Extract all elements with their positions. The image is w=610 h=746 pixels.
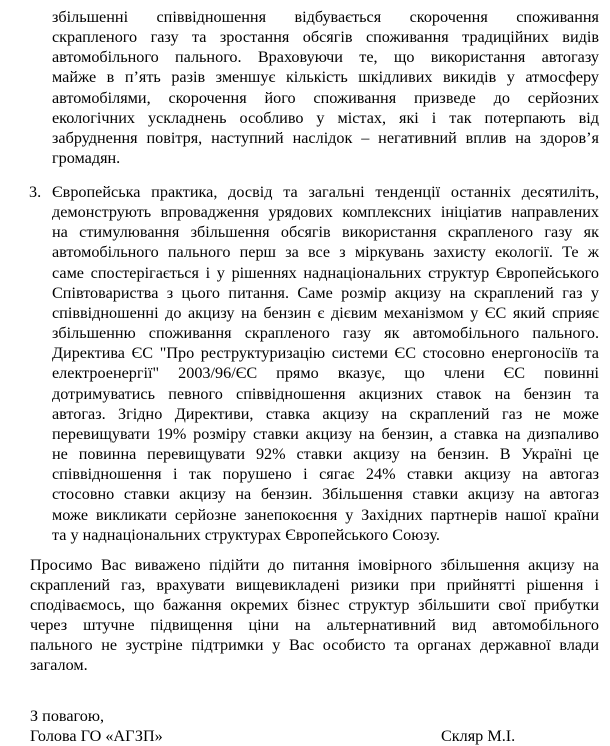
- text-line: збільшенні співвідношення відбувається скорочення споживання: [52, 8, 599, 26]
- text-line: автогаз. Згідно Директиви, ставка акцизу на скраплений газ не може: [52, 405, 599, 423]
- text-line: пального не зустріне підтримки у Вас особисто та органах державної влади: [30, 636, 599, 654]
- text-line: співвідношенні до акцизу на бензин є дієвим механізмом у ЄС який сприяє: [52, 304, 599, 322]
- text-line: Європейська практика, досвід та загальні тенденції останніх десятиліть,: [52, 183, 599, 201]
- text-line: стосовно ставки акцизу на бензин. Збільшення ставки акцизу на автогаз: [52, 485, 599, 503]
- text-line: майже в п’ять разів зменшує кількість шкідливих викидів у атмосферу: [52, 68, 599, 86]
- text-line: громадян.: [52, 149, 121, 167]
- text-line: автомобілями, скорочення його споживання призведе до серйозних: [52, 89, 599, 107]
- signature-name: Скляр М.І.: [441, 727, 516, 745]
- text-line: скрапленого газу та зростання обсягів споживання традиційних видів: [52, 28, 599, 46]
- text-line: співвідношення і так порушено і сягає 24% ставки акцизу на автогаз: [52, 465, 599, 483]
- signature-closing: З повагою,: [30, 707, 104, 725]
- text-line: сподіваємось, що бажання окремих бізнес структур збільшити свої прибутки: [30, 596, 599, 614]
- text-line: збільшенню споживання скрапленого газу як автомобільного пального.: [52, 324, 599, 342]
- text-line: на стимулювання збільшення обсягів використання скрапленого газу як: [52, 223, 599, 241]
- text-line: скраплений газ, врахувати вищевикладені ризики при прийнятті рішення і: [30, 576, 599, 594]
- text-line: автомобільного пального. Враховуючи те, що використання автогазу: [52, 48, 599, 66]
- text-line: Співтовариства з цього питання. Саме розмір акцизу на скраплений газ у: [52, 284, 599, 302]
- text-line: перевищувати 19% розміру ставки акцизу на бензин, а ставка на дизпаливо: [52, 425, 599, 443]
- list-marker: 3.: [29, 183, 42, 201]
- text-line: демонструють впровадження урядових комплексних ініціатив направлених: [52, 203, 599, 221]
- text-line: електроенергії" 2003/96/ЄС прямо вказує, що члени ЄС повинні: [52, 364, 599, 382]
- text-line: не повинна перевищувати 92% ставки акцизу на бензин. В Україні це: [52, 445, 599, 463]
- text-line: та у наднаціональних структурах Європейського Союзу.: [52, 526, 440, 544]
- text-line: автомобільного пального перш за все з міркувань захисту екології. Те ж: [52, 243, 599, 261]
- text-line: екологічних ускладнень особливо у містах, які і так потерпають від: [52, 109, 599, 127]
- text-line: саме спостерігається і у рішеннях наднаціональних структур Європейського: [52, 264, 599, 282]
- text-line: може викликати серйозне занепокоєння у Західних партнерів нашої країни: [52, 506, 599, 524]
- text-line: Просимо Вас виважено підійти до питання імовірного збільшення акцизу на: [30, 556, 599, 574]
- text-line: через штучне підвищення ціни на альтернативний вид автомобільного: [30, 616, 599, 634]
- text-line: Директива ЄС "Про реструктуризацію системи ЄС стосовно енергоносіїв та: [52, 344, 599, 362]
- text-line: загалом.: [30, 656, 88, 674]
- text-line: дотримуватись певного співвідношення акцизних ставок на бензин та: [52, 385, 599, 403]
- text-line: забруднення повітря, наступний наслідок – негативний вплив на здоров’я: [52, 129, 599, 147]
- signature-position: Голова ГО «АГЗП»: [30, 727, 163, 745]
